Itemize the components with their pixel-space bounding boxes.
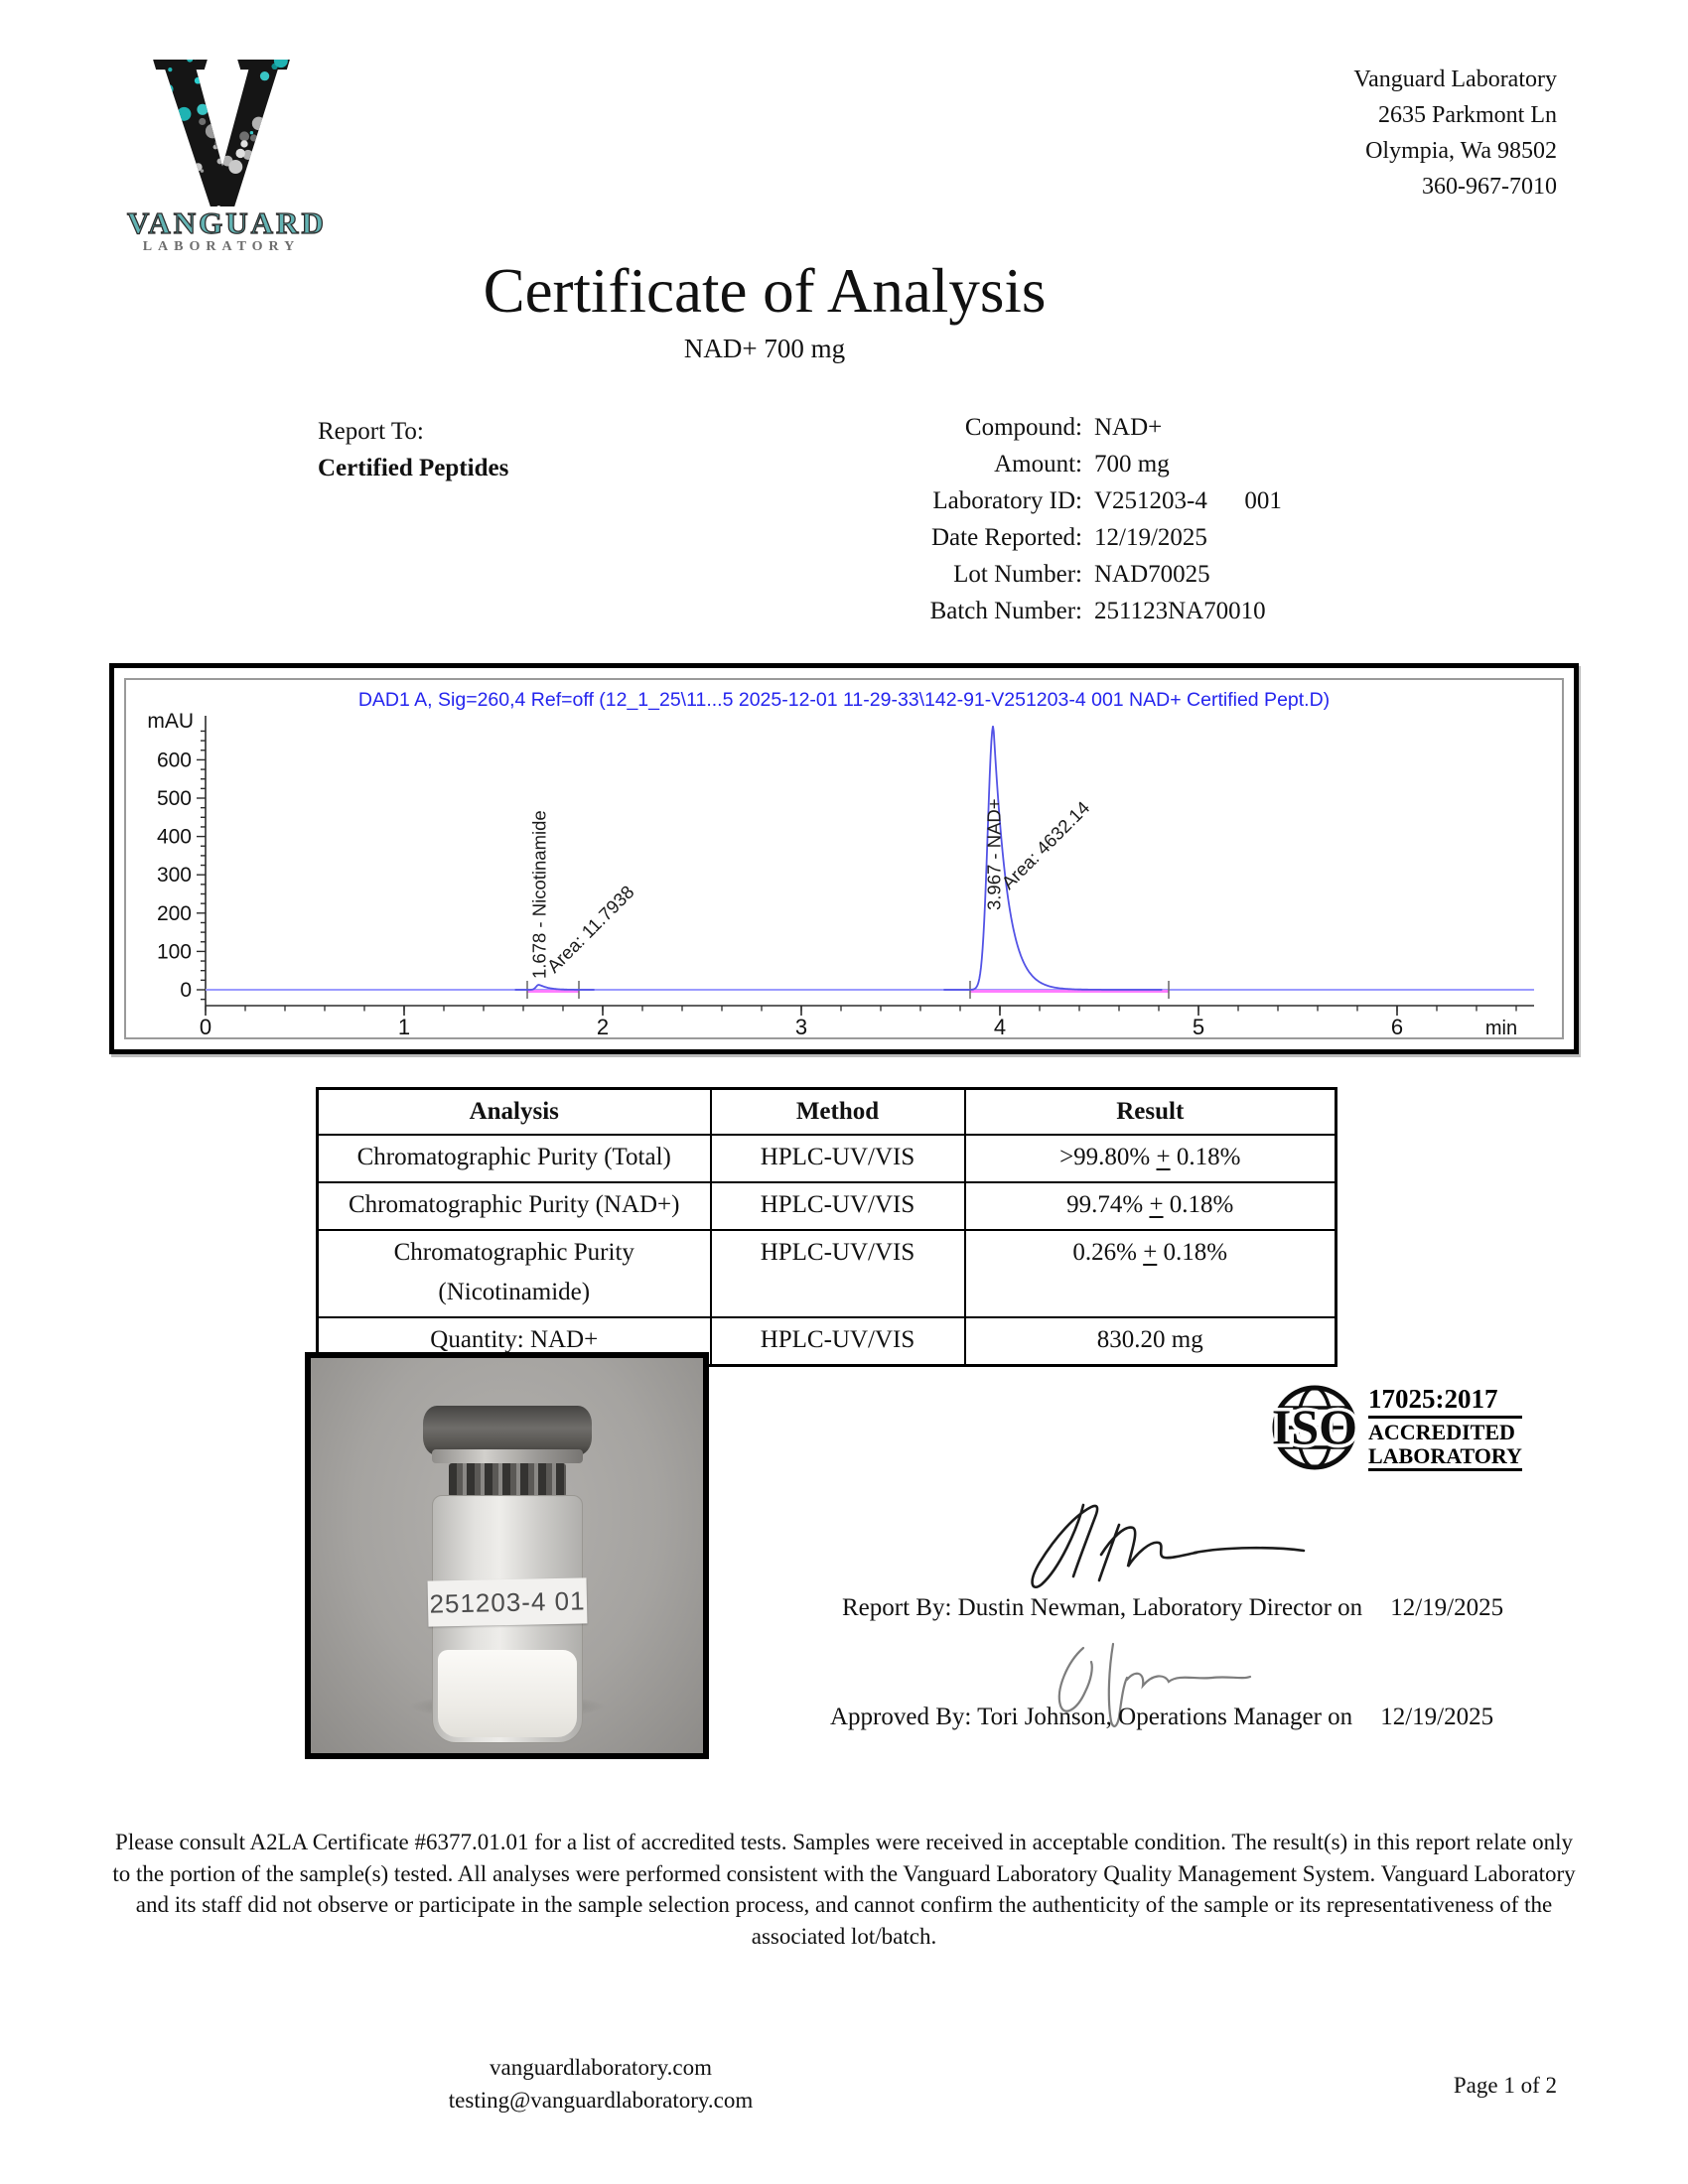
footer-contact	[109, 2051, 1092, 2116]
info-label: Amount:	[994, 451, 1082, 478]
svg-text:3: 3	[794, 1015, 808, 1037]
cell-method: HPLC-UV/VIS	[711, 1135, 965, 1182]
iso-accreditation-badge	[1269, 1382, 1522, 1473]
col-header-result: Result	[965, 1089, 1336, 1136]
chromatogram-svg	[126, 680, 1562, 1037]
svg-text:400: 400	[156, 825, 192, 849]
director-signature	[1008, 1491, 1326, 1596]
svg-text:3.967 - NAD+: 3.967 - NAD+	[983, 798, 1005, 910]
svg-text:500: 500	[156, 787, 192, 810]
info-value: NAD+	[1094, 414, 1163, 441]
table-row	[318, 1182, 1336, 1230]
vial-powder	[438, 1650, 577, 1737]
svg-text:5: 5	[1192, 1015, 1205, 1037]
logo-sub-label: LABORATORY	[142, 239, 301, 254]
cell-method: HPLC-UV/VIS	[711, 1317, 965, 1366]
svg-text:6: 6	[1390, 1015, 1404, 1037]
vial-image	[423, 1406, 592, 1743]
cell-analysis: Chromatographic Purity (Nicotinamide)	[318, 1230, 711, 1317]
info-row	[635, 519, 1282, 556]
cell-method: HPLC-UV/VIS	[711, 1182, 965, 1230]
info-label: Date Reported:	[930, 524, 1082, 551]
results-table	[316, 1087, 1337, 1367]
info-row	[635, 482, 1282, 519]
info-value: NAD70025	[1094, 561, 1210, 588]
vial-cap	[423, 1406, 592, 1455]
cell-method: HPLC-UV/VIS	[711, 1230, 965, 1317]
sample-photo	[305, 1352, 709, 1759]
cell-analysis: Quantity: NAD+	[318, 1317, 711, 1366]
info-value: 12/19/2025	[1094, 524, 1207, 551]
footer-email: testing@vanguardlaboratory.com	[448, 2088, 754, 2113]
plus-minus-symbol: +	[1149, 1191, 1164, 1218]
report-by-text: Report By: Dustin Newman, Laboratory Director on	[842, 1594, 1363, 1621]
address-line: Olympia, Wa 98502	[1365, 138, 1557, 164]
lab-address-block	[1353, 62, 1557, 205]
svg-text:300: 300	[156, 864, 192, 887]
vanguard-logo	[127, 58, 327, 256]
sample-info-block	[635, 409, 1282, 629]
svg-text:100: 100	[156, 940, 192, 964]
cell-result: 830.20 mg	[965, 1317, 1336, 1366]
info-row	[635, 409, 1282, 446]
svg-text:4: 4	[993, 1015, 1007, 1037]
report-to-block	[318, 413, 508, 486]
cell-result: 0.26% + 0.18%	[965, 1230, 1336, 1317]
chromatogram-plot	[124, 678, 1564, 1039]
approved-by-date: 12/19/2025	[1380, 1704, 1494, 1730]
cell-analysis: Chromatographic Purity (Total)	[318, 1135, 711, 1182]
page-title: Certificate of Analysis	[483, 256, 1047, 326]
vial-label: 251203-4 01	[427, 1577, 587, 1626]
report-by-line	[842, 1594, 1503, 1622]
iso-laboratory: LABORATORY	[1368, 1444, 1522, 1471]
info-label: Laboratory ID:	[932, 487, 1082, 514]
table-row	[318, 1230, 1336, 1317]
chromatogram-panel	[109, 663, 1579, 1054]
table-header-row	[318, 1089, 1336, 1136]
address-line: 360-967-7010	[1422, 174, 1557, 200]
svg-text:200: 200	[156, 901, 192, 925]
approved-by-line	[830, 1704, 1493, 1731]
svg-text:0: 0	[180, 979, 192, 1002]
info-row	[635, 446, 1282, 482]
svg-text:1: 1	[397, 1015, 411, 1037]
col-header-method: Method	[711, 1089, 965, 1136]
info-label: Batch Number:	[929, 598, 1082, 624]
info-value: 251123NA70010	[1094, 598, 1266, 624]
logo-wordmark: VANGUARD	[127, 205, 327, 240]
info-row	[635, 593, 1282, 629]
footer-website: vanguardlaboratory.com	[490, 2055, 712, 2080]
hero	[0, 256, 1688, 365]
vial-crimp	[449, 1463, 566, 1497]
svg-text:2: 2	[596, 1015, 610, 1037]
report-to-name: Certified Peptides	[318, 455, 509, 481]
iso-accredited: ACCREDITED	[1368, 1420, 1515, 1444]
svg-text:600: 600	[156, 749, 192, 772]
page-number: Page 1 of 2	[1453, 2073, 1557, 2098]
plus-minus-symbol: +	[1143, 1239, 1158, 1266]
info-value: V251203-4 001	[1094, 487, 1282, 514]
col-header-analysis: Analysis	[318, 1089, 711, 1136]
approved-by-text: Approved By: Tori Johnson, Operations Manager on	[830, 1704, 1353, 1730]
report-to-label: Report To:	[318, 418, 424, 445]
cell-result: 99.74% + 0.18%	[965, 1182, 1336, 1230]
vial-glass	[428, 1495, 586, 1743]
table-row	[318, 1135, 1336, 1182]
cell-result: >99.80% + 0.18%	[965, 1135, 1336, 1182]
iso-text-block	[1368, 1384, 1522, 1471]
iso-standard: 17025:2017	[1368, 1384, 1522, 1419]
svg-text:mAU: mAU	[147, 710, 194, 733]
svg-text:0: 0	[199, 1015, 212, 1037]
disclaimer-text: Please consult A2LA Certificate #6377.01.01 for a list of accredited tests. Samples were received in acceptable condition. The result(s) in this report relate only to the portion of the sample(s) tested. All analyses were performed consistent with the Vanguard Laboratory Quality Management System. Vanguard Laboratory and its staff did not observe or participate in the sample selection process, and cannot confirm the authenticity of the sample or its representativeness of the associated lot/batch.	[112, 1830, 1576, 1949]
cell-analysis: Chromatographic Purity (NAD+)	[318, 1182, 711, 1230]
svg-text:DAD1 A, Sig=260,4 Ref=off (12_: DAD1 A, Sig=260,4 Ref=off (12_1_25\11...5 2025-12-01 11-29-33\142-91-V251203-4 001 NAD+ Certified Pept.D)	[357, 689, 1331, 711]
info-row	[635, 556, 1282, 593]
svg-text:1.678 - Nicotinamide: 1.678 - Nicotinamide	[528, 810, 550, 979]
info-label: Lot Number:	[953, 561, 1082, 588]
page-subtitle: NAD+ 700 mg	[683, 334, 846, 363]
vanguard-v-icon	[147, 58, 296, 208]
iso-globe-icon	[1269, 1382, 1360, 1473]
svg-text:Area: 11.7938: Area: 11.7938	[542, 881, 638, 977]
svg-text:ISO: ISO	[1271, 1399, 1358, 1454]
vial-cap-rim	[432, 1449, 583, 1463]
info-value: 700 mg	[1094, 451, 1170, 478]
info-label: Compound:	[964, 414, 1082, 441]
svg-text:Area: 4632.14: Area: 4632.14	[997, 796, 1094, 893]
plus-minus-symbol: +	[1156, 1144, 1171, 1170]
report-by-date: 12/19/2025	[1390, 1594, 1504, 1621]
svg-text:min: min	[1484, 1018, 1518, 1037]
address-line: Vanguard Laboratory	[1353, 67, 1557, 92]
address-line: 2635 Parkmont Ln	[1378, 102, 1557, 128]
photo-background	[311, 1358, 703, 1753]
